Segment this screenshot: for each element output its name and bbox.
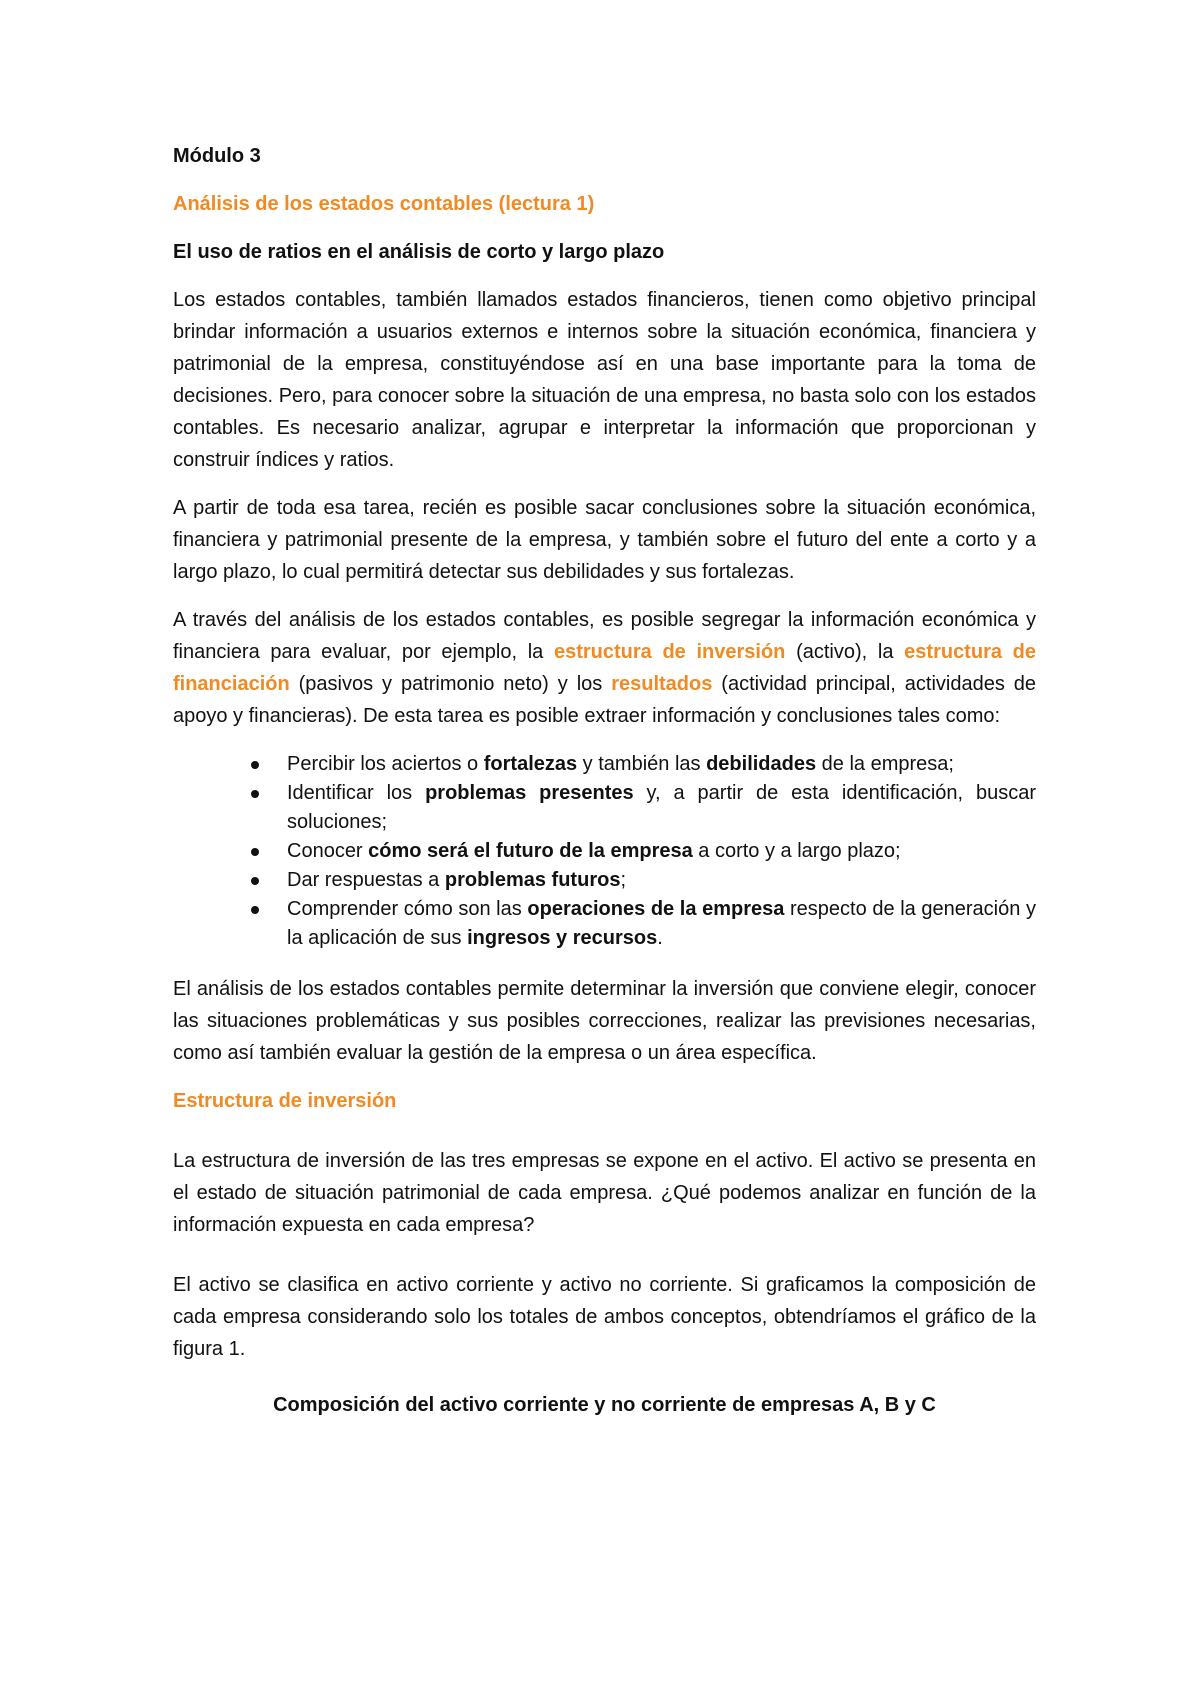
bullet-bold: problemas presentes: [425, 782, 634, 804]
bullet-text: a corto y a largo plazo;: [692, 840, 901, 862]
highlight-results: resultados: [611, 673, 713, 695]
paragraph-classification: El activo se clasifica en activo corriente y activo no corriente. Si graficamos la composición de cada empresa considerando solo los totales de ambos conceptos, obtendríamos el gráfico de la figura 1.: [173, 1274, 1036, 1360]
paragraph-intro: Los estados contables, también llamados estados financieros, tienen como objetivo principal brindar información a usuarios externos e internos sobre la situación económica, financiera y patrimonial de la empresa, constituyéndose así en una base importante para la toma de decisiones. Pero, para conocer sobre la situación de una empresa, no basta solo con los estados contables. Es necesario analizar, agrupar e interpretar la información que proporcionan y construir índices y ratios.: [173, 289, 1036, 471]
bullet-text: Dar respuestas a: [287, 869, 445, 891]
list-item: [287, 866, 1036, 895]
bullet-text: Percibir los aciertos o: [287, 753, 484, 775]
paragraph-text: A través del análisis de los estados contables, es posible segregar la información económica y financiera para evaluar, por ejemplo, la: [173, 609, 1036, 663]
paragraph-conclusions: A partir de toda esa tarea, recién es posible sacar conclusiones sobre la situación económica, financiera y patrimonial presente de la empresa, y también sobre el futuro del ente a corto y a largo plazo, lo cual permitirá detectar sus debilidades y sus fortalezas.: [173, 497, 1036, 583]
paragraph-text: (activo), la: [785, 641, 905, 663]
paragraph-purpose: El análisis de los estados contables permite determinar la inversión que conviene elegir, conocer las situaciones problemáticas y sus posibles correcciones, realizar las previsiones necesarias, como así también evaluar la gestión de la empresa o un área específica.: [173, 978, 1036, 1064]
paragraph-text: (pasivos y patrimonio neto) y los: [289, 673, 612, 695]
list-item: [287, 779, 1036, 837]
bullet-text: de la empresa;: [816, 753, 954, 775]
bullet-icon: [251, 761, 259, 769]
bullet-icon: [251, 877, 259, 885]
spacer: [173, 1257, 1036, 1269]
reading-title: Análisis de los estados contables (lectura 1): [173, 193, 595, 215]
bullet-icon: [251, 848, 259, 856]
bullet-text: Identificar los: [287, 782, 426, 804]
list-item: [287, 895, 1036, 953]
module-title: Módulo 3: [173, 145, 261, 167]
figure-caption: Composición del activo corriente y no corriente de empresas A, B y C: [273, 1394, 936, 1416]
bullet-text: Conocer: [287, 840, 369, 862]
paragraph-analysis: [173, 604, 1036, 732]
bullet-text: respecto de la generación y la aplicación de sus: [287, 898, 1036, 949]
highlight-investment-structure: estructura de inversión: [553, 641, 786, 663]
highlight-financing-structure: estructura de financiación: [173, 641, 1036, 695]
section-title: El uso de ratios en el análisis de corto y largo plazo: [173, 241, 665, 263]
bullet-bold: operaciones de la empresa: [527, 898, 785, 920]
bullet-text: Comprender cómo son las: [287, 898, 528, 920]
list-item: [287, 750, 1036, 779]
bullet-bold: debilidades: [706, 753, 817, 775]
bullet-bold: cómo será el futuro de la empresa: [368, 840, 693, 862]
bullet-icon: [251, 906, 259, 914]
bullet-bold: ingresos y recursos: [467, 927, 658, 949]
document-page: [173, 140, 1036, 1421]
bullet-text: y, a partir de esta identificación, buscar soluciones;: [287, 782, 1036, 833]
bullet-text: .: [657, 927, 663, 949]
bullet-bold: fortalezas: [483, 753, 578, 775]
list-item: [287, 837, 1036, 866]
paragraph-investment: La estructura de inversión de las tres empresas se expone en el activo. El activo se presenta en el estado de situación patrimonial de cada empresa. ¿Qué podemos analizar en función de la información expuesta en cada empresa?: [173, 1150, 1036, 1236]
bullet-text: y también las: [577, 753, 707, 775]
bullet-icon: [251, 790, 259, 798]
bullet-bold: problemas futuros: [444, 869, 621, 891]
paragraph-text: (actividad principal, actividades de apoyo y financieras). De esta tarea es posible extraer información y conclusiones tales como:: [173, 673, 1037, 727]
bullet-list: [173, 750, 1036, 953]
spacer: [173, 1133, 1036, 1145]
subsection-title: Estructura de inversión: [173, 1090, 397, 1112]
bullet-text: ;: [620, 869, 626, 891]
